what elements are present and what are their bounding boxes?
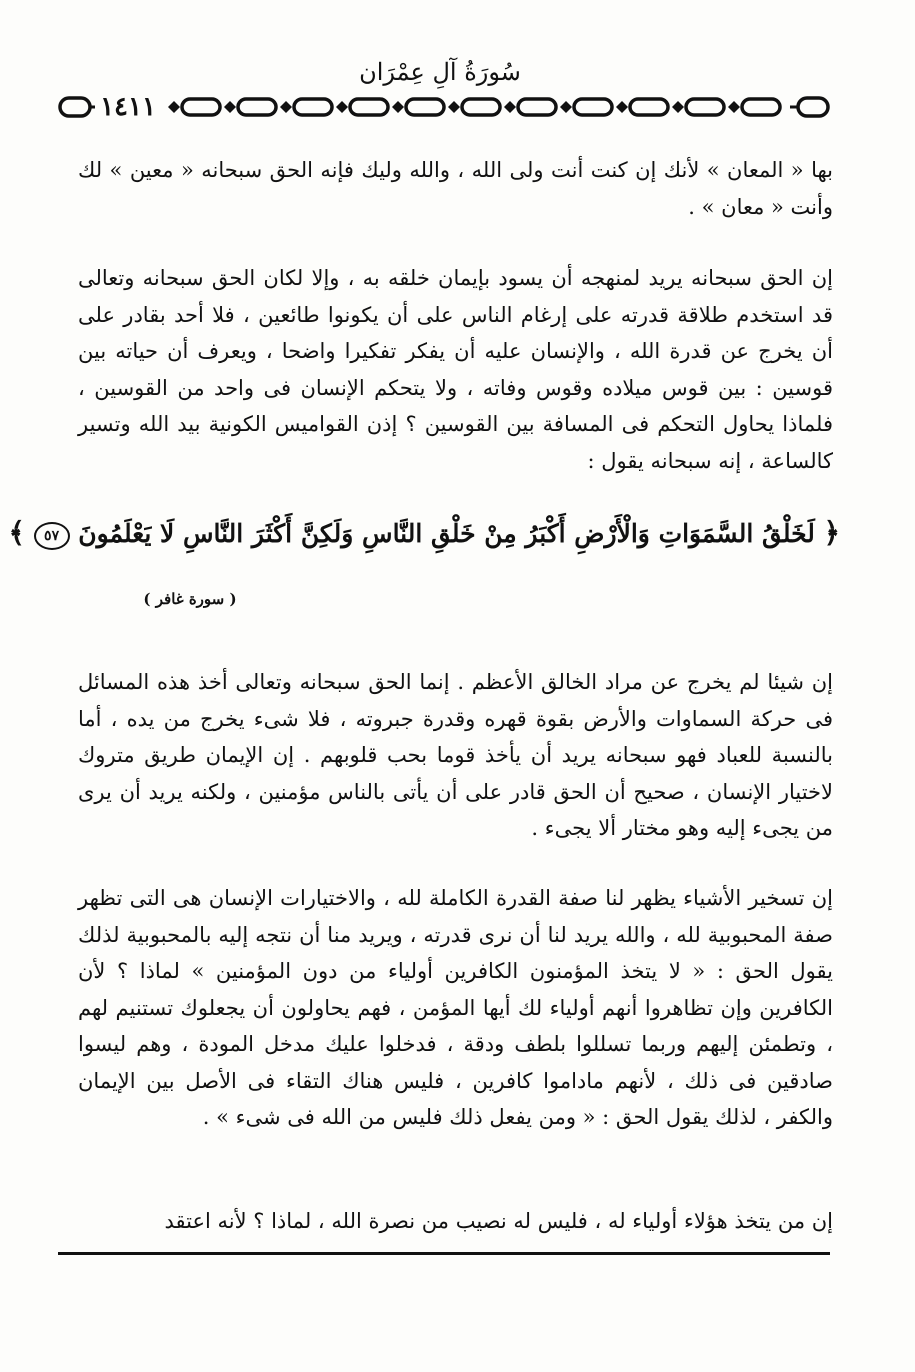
surah-reference: ( سورة غافر ) bbox=[143, 590, 237, 608]
ornament-chain-icon bbox=[58, 92, 830, 122]
diamond-icon bbox=[616, 101, 628, 113]
paragraph-3 bbox=[78, 664, 833, 847]
chain-link-icon bbox=[238, 99, 276, 115]
surah-title: سُورَةُ آلِ عِمْرَان bbox=[359, 58, 521, 86]
paragraph-text: إن تسخير الأشياء يظهر لنا صفة القدرة الكاملة لله ، والاختيارات الإنسان هى التى تظهر صفة المحبوبية لله ، والله يريد لنا أن نرى قدرته ، ويريد منا أن نتجه إليه بالمحبوبية لذلك يقول الحق : « لا يتخذ المؤمنون الكافرين أولياء من دون المؤمنين » لماذا ؟ لأن الكافرين وإن تظاهروا أنهم أولياء لك أيها المؤمن ، فهم يحاولون أن يجعلوك تستنيم لهم ، وتطمئن إليهم وربما تسللوا بلطف ودقة ، فدخلوا عليك مدخل المودة ، وهم ليسوا صادقين فى ذلك ، لأنهم ماداموا كافرين ، فليس هناك التقاء فى الأصل بين الإيمان والكفر ، لذلك يقول الحق : « ومن يفعل ذلك فليس من الله فى شىء » . bbox=[78, 886, 834, 1129]
chain-link-icon bbox=[686, 99, 724, 115]
chain-link-icon bbox=[294, 99, 332, 115]
paragraph-text: إن الحق سبحانه يريد لمنهجه أن يسود بإيمان خلقه به ، وإلا لكان الحق سبحانه وتعالى قد استخدم طلاقة قدرته على إرغام الناس على أن يكونوا طائعين ، فلا أحد بقادر على أن يخرج عن قدرة الله ، والإنسان عليه أن يفكر تفكيرا واضحا ، ويعرف أن حياته بين قوسين : بين قوس ميلاده وقوس وفاته ، ولا يتحكم الإنسان فى واحد من القوسين ، فلماذا يحاول التحكم فى المسافة بين القوسين ؟ إذن القواميس الكونية بيد الله وتسير كالساعة ، إنه سبحانه يقول : bbox=[78, 266, 833, 473]
diamond-icon bbox=[448, 101, 460, 113]
chain-link-icon bbox=[350, 99, 388, 115]
bottom-divider bbox=[58, 1252, 830, 1255]
diamond-icon bbox=[504, 101, 516, 113]
verse-text: لَخَلْقُ السَّمَوَاتِ وَالْأَرْضِ أَكْبَرُ مِنْ خَلْقِ النَّاسِ وَلَكِنَّ أَكْثَرَ النَّاسِ لَا يَعْلَمُونَ bbox=[78, 519, 815, 548]
diamond-icon bbox=[224, 101, 236, 113]
chain-link-icon bbox=[630, 99, 668, 115]
diamond-icon bbox=[392, 101, 404, 113]
ayah-number-badge: ٥٧ bbox=[34, 522, 70, 550]
diamond-icon bbox=[168, 101, 180, 113]
diamond-icon bbox=[280, 101, 292, 113]
chain-link-icon bbox=[742, 99, 780, 115]
paragraph-2 bbox=[78, 260, 833, 479]
diamond-icon bbox=[728, 101, 740, 113]
chain-link-icon bbox=[182, 99, 220, 115]
diamond-icon bbox=[336, 101, 348, 113]
paragraph-text: بها « المعان » لأنك إن كنت أنت ولى الله ، والله وليك فإنه الحق سبحانه « معين » لك وأنت « معان » . bbox=[78, 158, 833, 219]
verse-open-bracket: ﴿ bbox=[823, 516, 840, 549]
page-number: ١٤١١ bbox=[95, 92, 161, 122]
diamond-icon bbox=[560, 101, 572, 113]
quran-verse bbox=[8, 516, 840, 550]
chain-link-icon bbox=[60, 98, 90, 116]
diamond-icon bbox=[672, 101, 684, 113]
chain-link-icon bbox=[406, 99, 444, 115]
chain-link-icon bbox=[798, 98, 828, 116]
paragraph-text: إن من يتخذ هؤلاء أولياء له ، فليس له نصيب من نصرة الله ، لماذا ؟ لأنه اعتقد bbox=[164, 1209, 833, 1233]
verse-close-bracket: ﴾ bbox=[8, 516, 25, 549]
paragraph-5 bbox=[78, 1203, 833, 1240]
chain-link-icon bbox=[462, 99, 500, 115]
chain-link-icon bbox=[518, 99, 556, 115]
decorative-header-band bbox=[58, 92, 830, 122]
paragraph-text: إن شيئا لم يخرج عن مراد الخالق الأعظم . إنما الحق سبحانه وتعالى أخذ هذه المسائل فى حركة السماوات والأرض بقوة قهره وقدرة جبروته ، فلا شىء يخرج من يده ، أما بالنسبة للعباد فهو سبحانه يريد أن يأخذ قوما بحب قلوبهم . إن الإيمان طريق متروك لاختيار الإنسان ، صحيح أن الحق قادر على أن يأتى بالناس مؤمنين ، ولكنه يريد أن يرى من يجىء إليه وهو مختار ألا يجىء . bbox=[78, 670, 833, 840]
chain-link-icon bbox=[574, 99, 612, 115]
paragraph-1 bbox=[78, 152, 833, 225]
paragraph-4 bbox=[78, 880, 833, 1136]
